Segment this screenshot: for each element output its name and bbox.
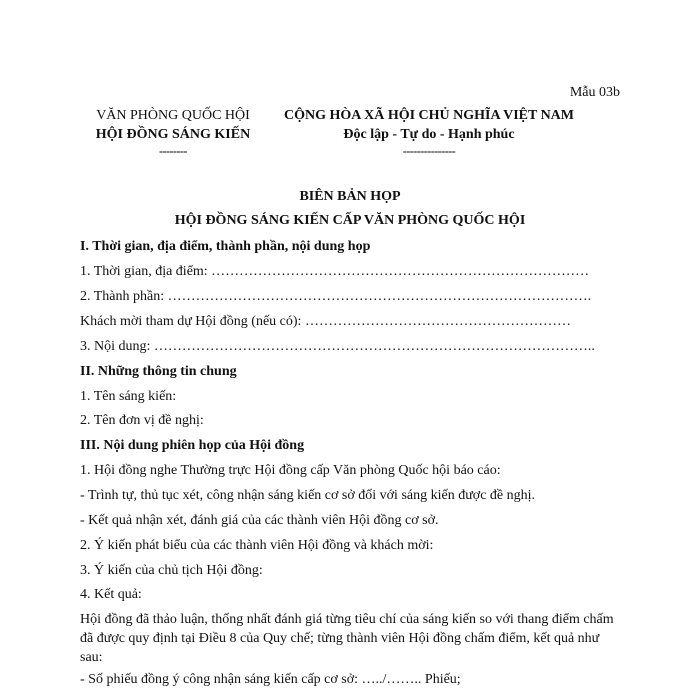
document-title: BIÊN BẢN HỌP [299,189,401,204]
section-2-heading: II. Những thông tin chung [80,364,237,379]
members-line: 2. Thành phần: ………………………………………………………………………………. [80,289,592,304]
initiative-name-line: 1. Tên sáng kiến: [80,389,177,404]
document-subtitle: HỘI ĐỒNG SÁNG KIẾN CẤP VĂN PHÒNG QUỐC HỘI [174,213,526,228]
item-3-line: 3. Ý kiến của chủ tịch Hội đồng: [80,563,263,578]
section-1-heading: I. Thời gian, địa điểm, thành phần, nội dung họp [80,239,371,254]
votes-agree-line: - Số phiếu đồng ý công nhận sáng kiến cấp cơ sở: …../…….. Phiếu; [80,672,461,687]
proposing-unit-line: 2. Tên đơn vị đề nghị: [80,413,204,428]
nation-divider: --------------- [402,144,456,158]
org-name: VĂN PHÒNG QUỐC HỘI [96,108,250,123]
organization-header [80,106,266,158]
result-paragraph: Hội đồng đã thảo luận, thống nhất đánh giá từng tiêu chí của sáng kiến so với thang điểm chấm đã được quy định tại Điều 8 của Quy chế; từng thành viên Hội đồng chấm điểm, kết quả như sau: [80,612,614,665]
item-1-line: 1. Hội đồng nghe Thường trực Hội đồng cấp Văn phòng Quốc hội báo cáo: [80,463,501,478]
org-divider: -------- [159,144,187,158]
item-4-line: 4. Kết quả: [80,587,142,602]
council-name: HỘI ĐỒNG SÁNG KIẾN [95,127,251,142]
form-code: Mẫu 03b [569,85,620,100]
guests-line: Khách mời tham dự Hội đồng (nếu có): ………………………………………………… [80,314,571,329]
section-3-heading: III. Nội dung phiên họp của Hội đồng [80,438,305,453]
item-1a-line: - Trình tự, thủ tục xét, công nhận sáng kiến cơ sở đối với sáng kiến được đề nghị. [80,488,536,503]
motto: Độc lập - Tự do - Hạnh phúc [343,127,515,142]
nation-name: CỘNG HÒA XÃ HỘI CHỦ NGHĨA VIỆT NAM [283,108,574,123]
item-1b-line: - Kết quả nhận xét, đánh giá của các thành viên Hội đồng cơ sở. [80,513,439,528]
item-2-line: 2. Ý kiến phát biểu của các thành viên Hội đồng và khách mời: [80,538,434,553]
national-header [262,106,596,158]
content-line: 3. Nội dung: ………………………………………………………………………………….. [80,339,595,354]
time-place-line: 1. Thời gian, địa điểm: ……………………………………………………………………… [80,264,590,279]
